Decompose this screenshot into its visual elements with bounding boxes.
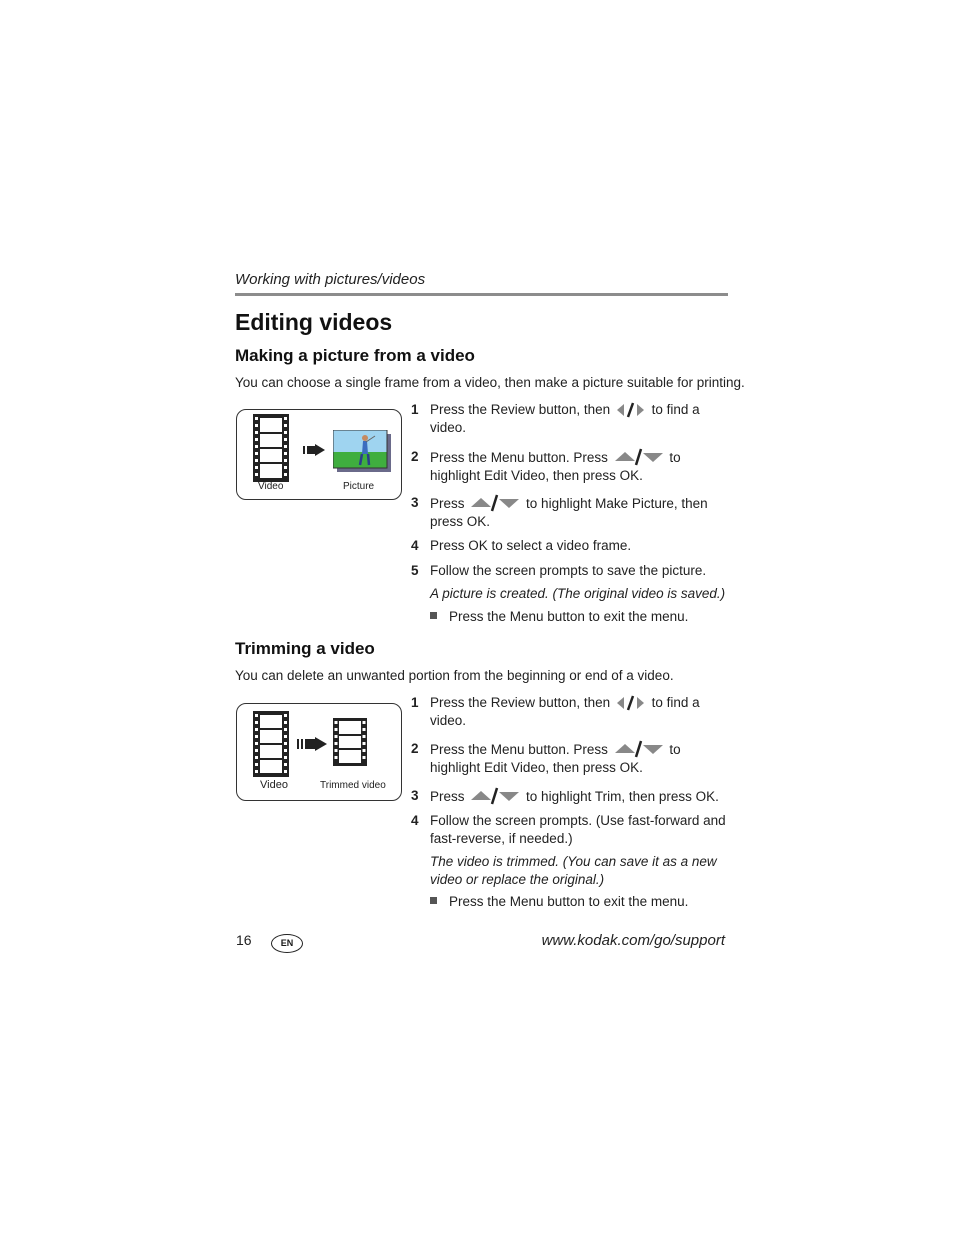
section-intro-make-picture: You can choose a single frame from a video, then make a picture suitable for printing.	[235, 375, 745, 390]
step-result: A picture is created. (The original video is saved.)	[430, 586, 726, 601]
running-head: Working with pictures/videos	[235, 271, 426, 288]
filmstrip-icon	[253, 711, 289, 777]
figure-video-to-picture	[236, 409, 402, 500]
section-heading-make-picture: Making a picture from a video	[235, 346, 475, 365]
filmstrip-icon	[253, 414, 289, 482]
figure-label-picture: Picture	[343, 481, 375, 492]
bullet-square-icon	[430, 612, 437, 619]
left-right-arrows-icon	[616, 402, 646, 418]
trimmed-filmstrip-icon	[333, 718, 367, 766]
arrow-right-icon	[303, 444, 325, 456]
up-down-arrows-icon	[614, 448, 664, 466]
figure-label-video: Video	[258, 481, 284, 492]
section-intro-trimming: You can delete an unwanted portion from the beginning or end of a video.	[235, 668, 674, 683]
bullet-item: Press the Menu button to exit the menu.	[430, 609, 688, 624]
up-down-arrows-icon	[470, 494, 520, 512]
support-url[interactable]: www.kodak.com/go/support	[541, 932, 725, 949]
language-badge: EN	[271, 934, 303, 953]
up-down-arrows-icon	[614, 740, 664, 758]
section-heading-trimming: Trimming a video	[235, 639, 375, 658]
step-result: The video is trimmed. (You can save it as a new video or replace the original.)	[430, 854, 717, 887]
page-title: Editing videos	[235, 309, 393, 335]
up-down-arrows-icon	[470, 787, 520, 805]
left-right-arrows-icon	[616, 695, 646, 711]
header-rule	[235, 293, 728, 296]
picture-golfer-icon	[333, 430, 391, 472]
figure-label-trimmed-video: Trimmed video	[320, 780, 386, 791]
bullet-square-icon	[430, 897, 437, 904]
figure-video-to-trimmed	[236, 703, 402, 801]
page-number: 16	[236, 932, 252, 948]
arrow-right-icon	[297, 737, 327, 751]
figure-label-video: Video	[260, 779, 288, 791]
bullet-item: Press the Menu button to exit the menu.	[430, 894, 688, 909]
